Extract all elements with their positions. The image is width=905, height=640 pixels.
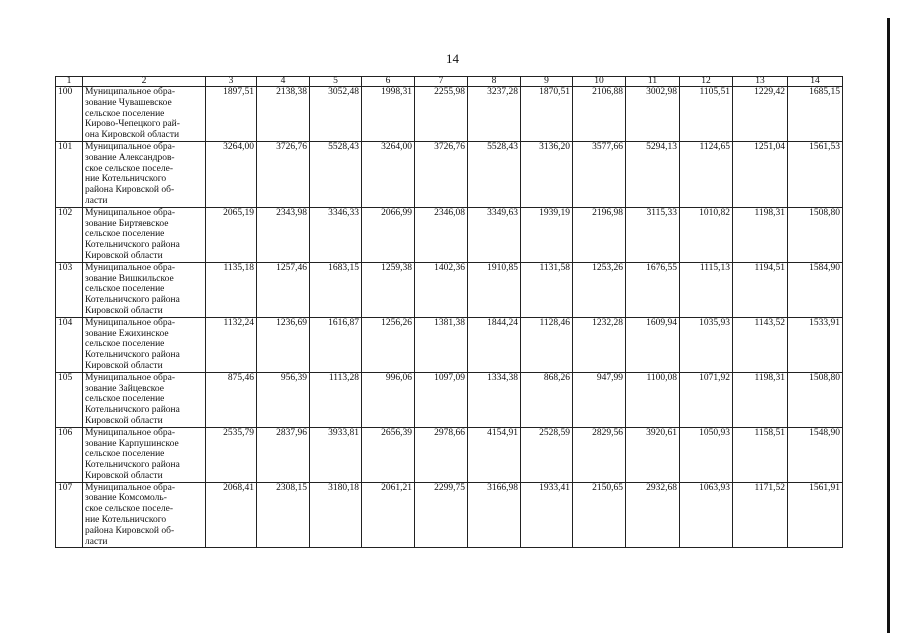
row-number-cell: 103: [56, 262, 83, 317]
column-header: 4: [257, 77, 310, 87]
value-cell: 1115,13: [680, 262, 733, 317]
value-cell: 1561,53: [788, 141, 843, 207]
municipality-name-cell: Муниципальное обра- зование Чувашевское сельское поселение Кирово-Чепецкого рай- она Кировской области: [83, 87, 206, 142]
value-cell: 1998,31: [362, 87, 415, 142]
table-row: [56, 317, 843, 372]
value-cell: 1939,19: [521, 207, 573, 262]
value-cell: 3577,66: [573, 141, 626, 207]
value-cell: 2066,99: [362, 207, 415, 262]
value-cell: 1100,08: [626, 372, 680, 427]
value-cell: 3920,61: [626, 427, 680, 482]
municipality-name-cell: Муниципальное обра- зование Биртяевское сельское поселение Котельничского района Кировской области: [83, 207, 206, 262]
value-cell: 947,99: [573, 372, 626, 427]
value-cell: 2535,79: [206, 427, 257, 482]
row-number-cell: 105: [56, 372, 83, 427]
value-cell: 5528,43: [468, 141, 521, 207]
value-cell: 1158,51: [733, 427, 788, 482]
value-cell: 1561,91: [788, 482, 843, 548]
municipality-name-cell: Муниципальное обра- зование Зайцевское сельское поселение Котельничского района Кировской области: [83, 372, 206, 427]
value-cell: 1171,52: [733, 482, 788, 548]
column-header: 9: [521, 77, 573, 87]
value-cell: 1897,51: [206, 87, 257, 142]
municipality-name-cell: Муниципальное обра- зование Вишкильское сельское поселение Котельничского района Кировской области: [83, 262, 206, 317]
table-row: [56, 87, 843, 142]
column-header: 2: [83, 77, 206, 87]
value-cell: 3264,00: [206, 141, 257, 207]
value-cell: 996,06: [362, 372, 415, 427]
value-cell: 1071,92: [680, 372, 733, 427]
value-cell: 1131,58: [521, 262, 573, 317]
value-cell: 1194,51: [733, 262, 788, 317]
value-cell: 1251,04: [733, 141, 788, 207]
value-cell: 3933,81: [310, 427, 362, 482]
column-header: 6: [362, 77, 415, 87]
value-cell: 2343,98: [257, 207, 310, 262]
value-cell: 1381,38: [415, 317, 468, 372]
value-cell: 2932,68: [626, 482, 680, 548]
value-cell: 3002,98: [626, 87, 680, 142]
value-cell: 868,26: [521, 372, 573, 427]
value-cell: 3180,18: [310, 482, 362, 548]
value-cell: 4154,91: [468, 427, 521, 482]
value-cell: 1105,51: [680, 87, 733, 142]
column-header: 5: [310, 77, 362, 87]
data-table: [55, 76, 843, 548]
value-cell: 1113,28: [310, 372, 362, 427]
municipality-name-cell: Муниципальное обра- зование Ежихинское сельское поселение Котельничского района Кировской области: [83, 317, 206, 372]
value-cell: 1685,15: [788, 87, 843, 142]
value-cell: 3726,76: [257, 141, 310, 207]
value-cell: 1844,24: [468, 317, 521, 372]
table-row: [56, 262, 843, 317]
value-cell: 1548,90: [788, 427, 843, 482]
table-body: [56, 77, 843, 548]
municipality-name-cell: Муниципальное обра- зование Комсомоль- ское сельское поселе- ние Котельничского района Кировской об- ласти: [83, 482, 206, 548]
value-cell: 2065,19: [206, 207, 257, 262]
value-cell: 1232,28: [573, 317, 626, 372]
value-cell: 3136,20: [521, 141, 573, 207]
column-header: 12: [680, 77, 733, 87]
column-header: 10: [573, 77, 626, 87]
value-cell: 1584,90: [788, 262, 843, 317]
value-cell: 2656,39: [362, 427, 415, 482]
value-cell: 2528,59: [521, 427, 573, 482]
value-cell: 1910,85: [468, 262, 521, 317]
column-header: 7: [415, 77, 468, 87]
page-number: 14: [446, 51, 459, 66]
value-cell: 1050,93: [680, 427, 733, 482]
value-cell: 1135,18: [206, 262, 257, 317]
value-cell: 1124,65: [680, 141, 733, 207]
row-number-cell: 104: [56, 317, 83, 372]
table-row: [56, 482, 843, 548]
row-number-cell: 101: [56, 141, 83, 207]
value-cell: 2837,96: [257, 427, 310, 482]
value-cell: 1198,31: [733, 207, 788, 262]
value-cell: 1616,87: [310, 317, 362, 372]
value-cell: 1256,26: [362, 317, 415, 372]
value-cell: 3264,00: [362, 141, 415, 207]
value-cell: 2138,38: [257, 87, 310, 142]
value-cell: 3166,98: [468, 482, 521, 548]
row-number-cell: 100: [56, 87, 83, 142]
municipality-name-cell: Муниципальное обра- зование Александров- ское сельское поселе- ние Котельничского района Кировской об- ласти: [83, 141, 206, 207]
table-row: [56, 207, 843, 262]
column-header: 8: [468, 77, 521, 87]
value-cell: 1143,52: [733, 317, 788, 372]
value-cell: 2978,66: [415, 427, 468, 482]
value-cell: 1508,80: [788, 207, 843, 262]
value-cell: 1533,91: [788, 317, 843, 372]
value-cell: 1253,26: [573, 262, 626, 317]
value-cell: 1128,46: [521, 317, 573, 372]
value-cell: 1236,69: [257, 317, 310, 372]
row-number-cell: 107: [56, 482, 83, 548]
value-cell: 1198,31: [733, 372, 788, 427]
value-cell: 2150,65: [573, 482, 626, 548]
column-header: 14: [788, 77, 843, 87]
value-cell: 5528,43: [310, 141, 362, 207]
table-header-row: [56, 77, 843, 87]
value-cell: 3052,48: [310, 87, 362, 142]
value-cell: 1334,38: [468, 372, 521, 427]
value-cell: 1010,82: [680, 207, 733, 262]
value-cell: 3346,33: [310, 207, 362, 262]
value-cell: 1035,93: [680, 317, 733, 372]
value-cell: 2299,75: [415, 482, 468, 548]
value-cell: 1257,46: [257, 262, 310, 317]
value-cell: 2106,88: [573, 87, 626, 142]
table-row: [56, 141, 843, 207]
value-cell: 3115,33: [626, 207, 680, 262]
value-cell: 1933,41: [521, 482, 573, 548]
value-cell: 875,46: [206, 372, 257, 427]
value-cell: 3237,28: [468, 87, 521, 142]
value-cell: 1870,51: [521, 87, 573, 142]
value-cell: 5294,13: [626, 141, 680, 207]
value-cell: 2346,08: [415, 207, 468, 262]
value-cell: 1063,93: [680, 482, 733, 548]
table-row: [56, 427, 843, 482]
value-cell: 3726,76: [415, 141, 468, 207]
column-header: 11: [626, 77, 680, 87]
row-number-cell: 106: [56, 427, 83, 482]
municipality-name-cell: Муниципальное обра- зование Карпушинское сельское поселение Котельничского района Кировской области: [83, 427, 206, 482]
value-cell: 3349,63: [468, 207, 521, 262]
value-cell: 1229,42: [733, 87, 788, 142]
value-cell: 1259,38: [362, 262, 415, 317]
row-number-cell: 102: [56, 207, 83, 262]
value-cell: 1609,94: [626, 317, 680, 372]
value-cell: 1402,36: [415, 262, 468, 317]
value-cell: 2196,98: [573, 207, 626, 262]
column-header: 1: [56, 77, 83, 87]
value-cell: 1676,55: [626, 262, 680, 317]
value-cell: 2308,15: [257, 482, 310, 548]
table-row: [56, 372, 843, 427]
value-cell: 2829,56: [573, 427, 626, 482]
value-cell: 1132,24: [206, 317, 257, 372]
value-cell: 1683,15: [310, 262, 362, 317]
value-cell: 2255,98: [415, 87, 468, 142]
column-header: 3: [206, 77, 257, 87]
value-cell: 2068,41: [206, 482, 257, 548]
value-cell: 956,39: [257, 372, 310, 427]
column-header: 13: [733, 77, 788, 87]
value-cell: 1097,09: [415, 372, 468, 427]
value-cell: 1508,80: [788, 372, 843, 427]
value-cell: 2061,21: [362, 482, 415, 548]
right-margin-rule: [887, 18, 890, 633]
